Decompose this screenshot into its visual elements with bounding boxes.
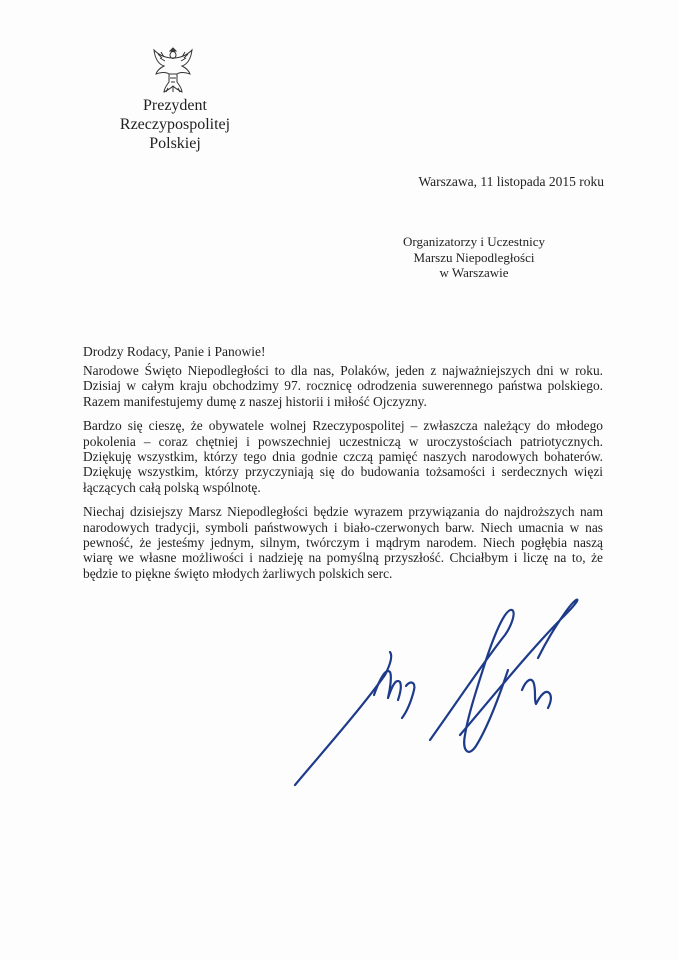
recipient-line2: Marszu Niepodległości xyxy=(413,249,535,265)
letterhead-title-line2: Rzeczypospolitej Polskiej xyxy=(119,116,231,152)
letterhead-title xyxy=(100,96,250,153)
body-paragraph-2: Bardzo się cieszę, że obywatele wolnej Rzeczypospolitej – zwłaszcza należący do młodego pokolenia – coraz chętniej i powszechniej uczestniczą w uroczystościach patriotycznych. Dziękuję wszystkim, którzy tego dnia godnie czczą pamięć naszych narodowych bohaterów. Dziękuję wszystkim, którzy przyczyniają się do budowania tożsamości i serdecznych więzi łączących całą polską wspólnotę. xyxy=(83,418,603,495)
recipient-line3: w Warszawie xyxy=(439,265,509,280)
recipient-line1: Organizatorzy i Uczestnicy xyxy=(403,234,545,249)
body-paragraph-3: Niechaj dzisiejszy Marsz Niepodległości będzie wyrazem przywiązania do najdroższych nam narodowych tradycji, symboli państwowych i biało-czerwonych barw. Niech umacnia w nas pewność, że jesteśmy jednym, silnym, twórczym i mądrym narodem. Niech pogłębia naszą wiarę we własne możliwości i nadzieję na pomyślną przyszłość. Chciałbym i liczę na to, że będzie to piękne święto młodych żarliwych polskich serc. xyxy=(83,504,603,581)
body-paragraph-1: Narodowe Święto Niepodległości to dla nas, Polaków, jeden z najważniejszych dni w roku. Dzisiaj w całym kraju obchodzimy 97. rocznicę odrodzenia suwerennego państwa polskiego. Razem manifestujemy dumę z naszej historii i miłość Ojczyzny. xyxy=(83,363,603,409)
recipient-block xyxy=(364,234,584,281)
handwritten-signature-icon xyxy=(290,590,590,795)
letterhead-title-line1: Prezydent xyxy=(143,97,207,114)
polish-eagle-emblem-icon xyxy=(152,44,194,96)
letter-body xyxy=(83,363,603,590)
date-line: Warszawa, 11 listopada 2015 roku xyxy=(418,174,604,189)
salutation: Drodzy Rodacy, Panie i Panowie! xyxy=(83,344,266,359)
